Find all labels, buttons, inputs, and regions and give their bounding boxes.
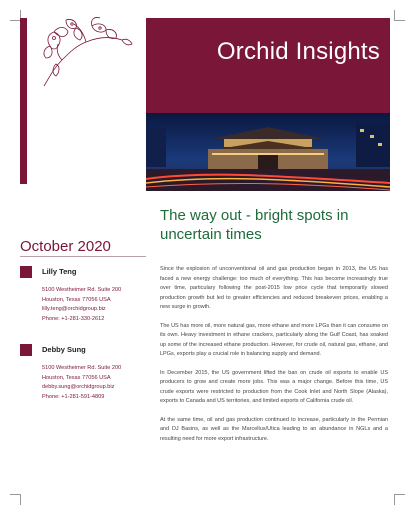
crop-mark-top-right xyxy=(394,10,405,21)
article-body xyxy=(160,265,388,453)
contact-address-line2: Houston, Texas 77056 USA xyxy=(42,374,111,381)
contact-address-line2: Houston, Texas 77056 USA xyxy=(42,296,111,303)
contact-details xyxy=(42,364,121,402)
contact-marker xyxy=(20,266,32,278)
crop-mark-bottom-left xyxy=(10,494,21,505)
contact-email[interactable]: lilly.teng@orchidgroup.biz xyxy=(42,306,106,312)
contact-phone: Phone: +1-281-591-4809 xyxy=(42,393,105,400)
header-banner xyxy=(146,18,390,113)
article-headline: The way out - bright spots in uncertain times xyxy=(160,207,349,243)
orchid-flower-icon xyxy=(36,16,136,88)
contact-marker xyxy=(20,344,32,356)
contact-address-line1: 5100 Westheimer Rd. Suite 200 xyxy=(42,287,122,293)
contact-phone: Phone: +1-281-330-2612 xyxy=(42,315,105,322)
article-paragraph: The US has more oil, more natural gas, more ethane and more LPGs than it can consume on its own. Heavy investment in ethane crackers, particularly along the Gulf Coast, has soaked up some of the increased ethane production. However, for crude oil, natural gas, ethane, and LPGs, exports play a crucial role in balancing supply and demand. xyxy=(160,322,388,357)
contact-details xyxy=(42,286,121,324)
issue-date: October 2020 xyxy=(20,238,111,255)
article-paragraph: Since the explosion of unconventional oil and gas production began in 2013, the US has faced a new energy challenge: too much of everything. This has become increasingly true over time, particulary following the post-2015 low price cycle that temporarily slowed production growth but led to greater efficiencies and reduced breakeven prices, enabling a new surge in growth. xyxy=(160,266,388,310)
contact-address-line1: 5100 Westheimer Rd. Suite 200 xyxy=(42,365,122,371)
date-divider xyxy=(20,256,146,257)
contact-name: Lilly Teng xyxy=(42,267,77,276)
accent-bar xyxy=(20,18,27,184)
article-paragraph: At the same time, oil and gas production continued to increase, particularly in the Permian and DJ Basins, as well as the Marcellus/Utica leading to an abundance in NGLs and a resulting need for more export infrastructure. xyxy=(160,416,388,442)
publication-title: Orchid Insights xyxy=(216,38,380,65)
article-paragraph: In December 2015, the US government lifted the ban on crude oil exports to enable US producers to grow and create more jobs. This was a major change. Before this time, US crude exports were restricted to production from the Cook Inlet and North Slope (Alaska), exports to Canada and US territories, and limited exports of California crude oil. xyxy=(160,369,388,404)
crop-mark-bottom-right xyxy=(394,494,405,505)
contact-name: Debby Sung xyxy=(42,345,86,354)
contact-email[interactable]: debby.sung@orchidgroup.biz xyxy=(42,384,115,390)
header-photo xyxy=(146,113,390,191)
